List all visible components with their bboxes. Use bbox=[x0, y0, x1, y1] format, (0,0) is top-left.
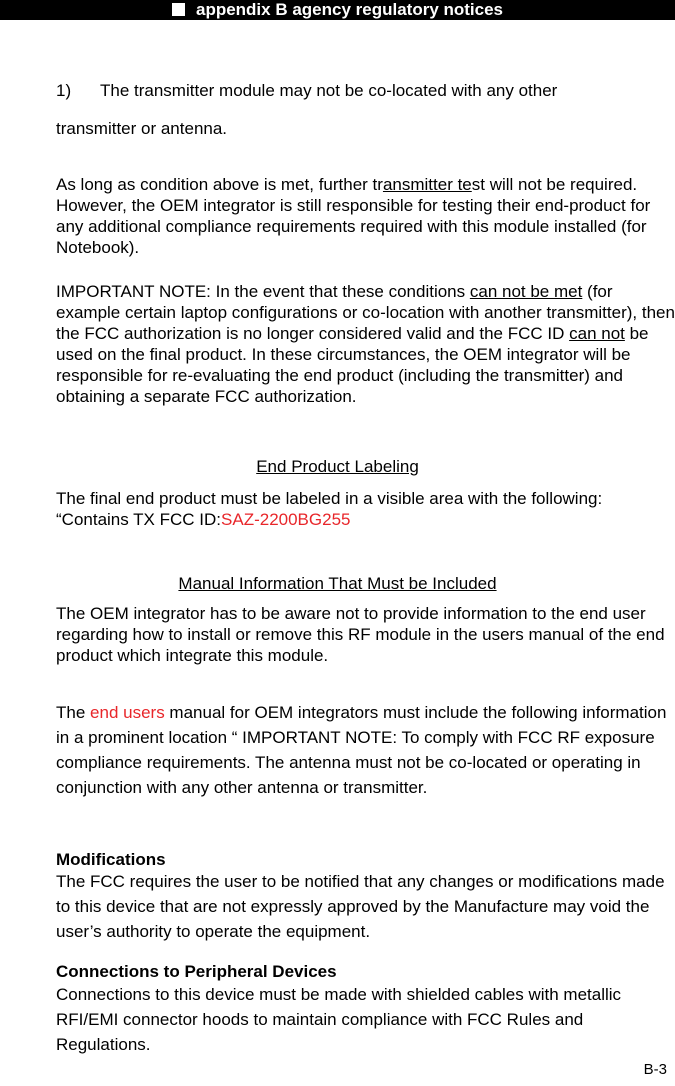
connections-heading: Connections to Peripheral Devices bbox=[56, 962, 337, 981]
labeling-heading bbox=[0, 456, 675, 477]
labeling-contains bbox=[56, 509, 675, 530]
condition-number: 1) bbox=[56, 81, 72, 100]
para-text-underlined: ansmitter te bbox=[382, 175, 472, 194]
important-text-3: be used on the final product. In these circumstances, the OEM integrator will be responsible for re-evaluating the end product (including the transmitter) and obtaining a separate FCC authorization. bbox=[56, 324, 649, 406]
labeling-text: The final end product must be labeled in a visible area with the following: bbox=[56, 489, 603, 508]
important-underline-2: can not bbox=[569, 324, 625, 343]
condition-line-1 bbox=[56, 80, 675, 101]
manual-heading-text: Manual Information That Must be Included bbox=[178, 574, 497, 593]
connections-text: Connections to this device must be made with shielded cables with metallic RFI/EMI connector hoods to maintain compliance with FCC Rules and Regulations. bbox=[56, 985, 622, 1054]
manual-text: The OEM integrator has to be aware not to provide information to the end user regarding how to install or remove this RF module in the users manual of the end product which integrate this module. bbox=[56, 604, 665, 665]
paragraph-important-note bbox=[56, 281, 675, 407]
important-underline-1: can not be met bbox=[469, 282, 583, 301]
para-text-after: st will not be required. However, the OEM integrator is still responsible for testing their end-product for any additional compliance requirements required with this module installed (for Notebook). bbox=[56, 175, 651, 257]
fcc-id: SAZ-2200BG255 bbox=[221, 510, 351, 529]
para-text-before: As long as condition above is met, further tr bbox=[56, 175, 383, 194]
end-users-text: manual for OEM integrators must include the following information in a prominent location “ IMPORTANT NOTE: To comply with FCC RF exposure compliance requirements. The antenna must not be co-located or operating in conjunction with any other antenna or transmitter. bbox=[56, 703, 667, 797]
modifications-text: The FCC requires the user to be notified that any changes or modifications made to this device that are not expressly approved by the Manufacture may void the user’s authority to operate the equipment. bbox=[56, 872, 665, 941]
page-number: B-3 bbox=[643, 1061, 667, 1078]
header-title: appendix B agency regulatory notices bbox=[195, 0, 504, 19]
header-square-icon bbox=[172, 3, 185, 16]
condition-text-1: The transmitter module may not be co-located with any other bbox=[100, 81, 558, 100]
modifications-heading: Modifications bbox=[56, 850, 166, 869]
labeling-heading-text: End Product Labeling bbox=[256, 457, 419, 476]
end-users-highlight: end users bbox=[90, 703, 165, 722]
important-text-1: IMPORTANT NOTE: In the event that these conditions bbox=[56, 282, 470, 301]
paragraph-as-long bbox=[56, 174, 675, 258]
page-header bbox=[0, 0, 675, 20]
contains-prefix: “Contains TX FCC ID: bbox=[56, 510, 222, 529]
manual-heading bbox=[0, 573, 675, 594]
end-users-paragraph bbox=[56, 700, 675, 800]
condition-line-2: transmitter or antenna. bbox=[56, 119, 228, 138]
important-text-2: (for example certain laptop configurations or co-location with another transmitter), then the FCC authorization is no longer considered valid and the FCC ID bbox=[56, 282, 675, 343]
end-users-prefix: The bbox=[56, 703, 91, 722]
